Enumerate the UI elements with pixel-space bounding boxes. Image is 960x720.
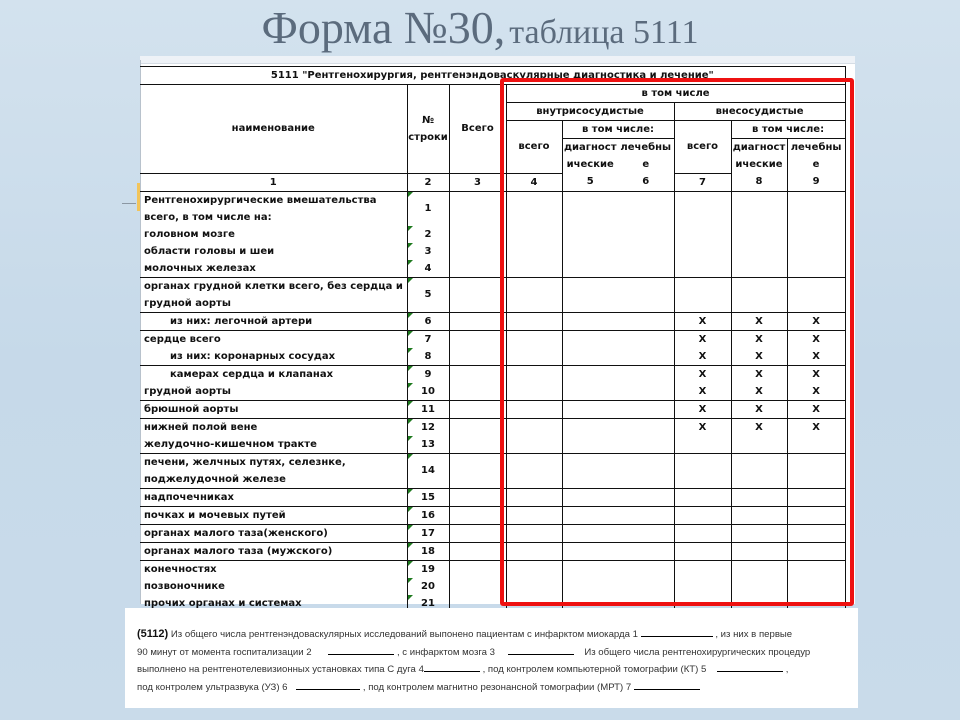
not-applicable-mark <box>675 278 731 312</box>
not-applicable-mark: X <box>812 350 820 362</box>
cell-total[interactable] <box>449 277 506 312</box>
row-number: 9 <box>424 368 432 380</box>
cell-extra-diagnostic[interactable] <box>731 191 787 277</box>
row-number: 11 <box>421 403 435 415</box>
cell-extra-treatment[interactable] <box>787 330 845 365</box>
cell-extra-diagnostic[interactable] <box>731 312 787 330</box>
slide-title-sub: таблица 5111 <box>509 14 699 51</box>
row-number: 14 <box>421 464 435 476</box>
cell-intra-diag-treat[interactable] <box>562 488 674 506</box>
header-intra-treatment: лечебны <box>618 139 674 157</box>
cell-intra-all[interactable] <box>506 312 562 330</box>
footnote-p5: Из общего числа рентгенохирургических процедур <box>584 646 811 658</box>
not-applicable-mark: X <box>812 368 820 380</box>
not-applicable-mark <box>732 278 787 312</box>
cell-total[interactable] <box>449 453 506 488</box>
not-applicable-mark <box>675 543 731 560</box>
cell-extra-treatment[interactable] <box>787 524 845 542</box>
cell-total[interactable] <box>449 488 506 506</box>
cell-extra-diagnostic[interactable] <box>731 277 787 312</box>
not-applicable-mark <box>732 192 787 226</box>
table-row-group <box>140 506 845 524</box>
row-number: 8 <box>424 350 432 362</box>
row-name: головном мозге <box>144 228 235 240</box>
header-intra-all: всего <box>506 121 562 174</box>
cell-extra-all[interactable] <box>674 400 731 418</box>
cell-total[interactable] <box>449 560 506 612</box>
not-applicable-mark <box>675 243 731 260</box>
not-applicable-mark <box>732 561 787 578</box>
comment-marker-icon <box>408 578 413 583</box>
colnum-2: 2 <box>407 173 449 191</box>
cell-extra-all[interactable] <box>674 277 731 312</box>
not-applicable-mark: X <box>698 368 707 380</box>
row-name-cell <box>140 488 407 506</box>
row-number-cell <box>407 542 449 560</box>
cell-extra-all[interactable] <box>674 524 731 542</box>
table-row-group <box>140 191 845 277</box>
row-name-cell <box>140 312 407 330</box>
cell-intra-diag-treat[interactable] <box>562 330 674 365</box>
not-applicable-mark <box>788 192 845 226</box>
table-caption: 5111 "Рентгенохирургия, рентгенэндоваскулярные диагностика и лечение" <box>140 67 845 85</box>
comment-marker-icon <box>408 507 413 512</box>
cell-intra-all[interactable] <box>506 560 562 612</box>
row-number-cell <box>407 418 449 453</box>
not-applicable-mark <box>675 489 731 506</box>
comment-marker-icon <box>408 226 413 231</box>
cell-intra-all[interactable] <box>506 453 562 488</box>
cell-intra-diag-treat[interactable] <box>562 524 674 542</box>
comment-marker-icon <box>408 243 413 248</box>
not-applicable-mark: X <box>755 385 763 397</box>
comment-marker-icon <box>408 561 413 566</box>
footnote-panel <box>125 608 858 708</box>
row-name-continued: поджелудочной железе <box>144 473 286 485</box>
blank-3[interactable] <box>508 644 574 655</box>
comment-marker-icon <box>408 525 413 530</box>
comment-marker-icon <box>408 543 413 548</box>
not-applicable-mark <box>732 454 787 488</box>
row-number-cell <box>407 453 449 488</box>
comment-marker-icon <box>408 278 413 283</box>
row-name: органах малого таза(женского) <box>144 527 328 539</box>
not-applicable-mark: X <box>812 315 820 327</box>
row-name: брюшной аорты <box>144 403 239 415</box>
header-intra-including: в том числе: <box>562 121 674 139</box>
cell-extra-diagnostic[interactable] <box>731 418 787 453</box>
row-name-cell <box>140 330 407 365</box>
header-intravascular: внутрисосудистые <box>506 103 674 121</box>
cell-extra-treatment[interactable] <box>787 542 845 560</box>
footnote-p9: под контролем ультразвука (УЗ) 6 <box>137 681 288 693</box>
not-applicable-mark <box>788 561 845 578</box>
decorative-rule <box>122 203 136 204</box>
not-applicable-mark: X <box>698 421 707 433</box>
cell-extra-all[interactable] <box>674 312 731 330</box>
cell-intra-diag-treat[interactable] <box>562 506 674 524</box>
row-name: области головы и шеи <box>144 245 275 257</box>
form-table <box>140 66 846 613</box>
footnote-p10: , под контролем магнитно резонансной томографии (МРТ) 7 <box>362 681 632 693</box>
table-row-group <box>140 418 845 453</box>
header-name: наименование <box>140 85 407 174</box>
not-applicable-mark: X <box>755 350 763 362</box>
row-name: органах малого таза (мужского) <box>144 545 333 557</box>
not-applicable-mark: X <box>812 385 820 397</box>
row-number-cell <box>407 400 449 418</box>
row-name: Рентгенохирургические вмешательства <box>144 194 377 206</box>
header-extra-diagnostic-cont: ические <box>731 156 787 173</box>
cell-extra-treatment[interactable] <box>787 453 845 488</box>
comment-marker-icon <box>408 313 413 318</box>
cell-total[interactable] <box>449 542 506 560</box>
row-name: грудной аорты <box>144 385 231 397</box>
table-row-group <box>140 453 845 488</box>
row-number: 2 <box>424 228 432 240</box>
blank-1[interactable] <box>641 626 713 637</box>
not-applicable-mark <box>675 507 731 524</box>
not-applicable-mark <box>788 454 845 488</box>
table-row-group <box>140 330 845 365</box>
row-number-cell <box>407 365 449 400</box>
not-applicable-mark: X <box>812 403 820 415</box>
row-number: 7 <box>424 333 432 345</box>
cell-extra-treatment[interactable] <box>787 365 845 400</box>
cell-extra-all[interactable] <box>674 453 731 488</box>
comment-marker-icon <box>408 331 413 336</box>
not-applicable-mark: X <box>698 385 707 397</box>
header-row-number-line2: строки <box>408 131 448 143</box>
table-row-group <box>140 277 845 312</box>
row-name: позвоночнике <box>144 580 225 592</box>
row-number: 15 <box>421 491 435 503</box>
row-name: молочных железах <box>144 262 256 274</box>
column-header-strip <box>140 56 855 64</box>
not-applicable-mark <box>732 525 787 542</box>
row-number: 20 <box>421 580 435 592</box>
row-name: прочих органах и системах <box>144 597 302 609</box>
cell-extra-all[interactable] <box>674 365 731 400</box>
cell-total[interactable] <box>449 330 506 365</box>
row-name: почках и мочевых путей <box>144 509 286 521</box>
cell-extra-treatment[interactable] <box>787 488 845 506</box>
row-name-cell <box>140 277 407 312</box>
comment-marker-icon <box>408 436 413 441</box>
header-intra-treatment-cont: е <box>618 156 674 173</box>
not-applicable-mark: X <box>698 315 707 327</box>
not-applicable-mark <box>675 578 731 595</box>
row-name: камерах сердца и клапанах <box>170 368 334 380</box>
comment-marker-icon <box>408 348 413 353</box>
row-number: 13 <box>421 438 435 450</box>
cell-extra-diagnostic[interactable] <box>731 524 787 542</box>
cell-extra-treatment[interactable] <box>787 191 845 277</box>
table-row-group <box>140 488 845 506</box>
cell-extra-all[interactable] <box>674 418 731 453</box>
cell-extra-treatment[interactable] <box>787 560 845 612</box>
cell-extra-all[interactable] <box>674 560 731 612</box>
comment-marker-icon <box>408 489 413 494</box>
row-number: 21 <box>421 597 435 609</box>
cell-intra-diag-treat[interactable] <box>562 365 674 400</box>
colnum-4: 4 <box>506 173 562 191</box>
not-applicable-mark <box>732 260 787 277</box>
cell-extra-all[interactable] <box>674 506 731 524</box>
cell-extra-all[interactable] <box>674 542 731 560</box>
not-applicable-mark <box>788 260 845 277</box>
not-applicable-mark <box>675 561 731 578</box>
row-number: 10 <box>421 385 435 397</box>
not-applicable-mark <box>732 489 787 506</box>
not-applicable-mark <box>788 507 845 524</box>
comment-marker-icon <box>408 401 413 406</box>
row-number-cell <box>407 277 449 312</box>
cell-extra-diagnostic[interactable] <box>731 365 787 400</box>
cell-extra-treatment[interactable] <box>787 312 845 330</box>
footnote-p1: Из общего числа рентгенэндоваскулярных исследований выпонено пациентам с инфарктом миокарда 1 <box>170 629 638 640</box>
cell-extra-treatment[interactable] <box>787 277 845 312</box>
row-name: нижней полой вене <box>144 421 258 433</box>
blank-6[interactable] <box>296 679 360 690</box>
cell-total[interactable] <box>449 400 506 418</box>
header-extra-treatment-cont: е <box>787 156 845 173</box>
row-name: надпочечниках <box>144 491 234 503</box>
row-name-cell <box>140 542 407 560</box>
header-row-number-line1: № <box>421 114 435 126</box>
cell-extra-diagnostic[interactable] <box>731 400 787 418</box>
colnum-5: 5 <box>562 173 618 191</box>
cell-extra-treatment[interactable] <box>787 506 845 524</box>
row-name: из них: коронарных сосудах <box>170 350 336 362</box>
comment-marker-icon <box>408 366 413 371</box>
not-applicable-mark: X <box>755 315 763 327</box>
row-number-cell <box>407 560 449 612</box>
not-applicable-mark <box>732 543 787 560</box>
colnum-3: 3 <box>449 173 506 191</box>
row-name: печени, желчных путях, селезнке, <box>144 456 346 468</box>
cell-intra-diag-treat[interactable] <box>562 191 674 277</box>
table-row-group <box>140 524 845 542</box>
row-number: 16 <box>421 509 435 521</box>
colnum-7: 7 <box>674 173 731 191</box>
row-name-cell <box>140 418 407 453</box>
header-extra-diagnostic: диагност <box>731 139 787 157</box>
not-applicable-mark <box>788 543 845 560</box>
cell-intra-all[interactable] <box>506 542 562 560</box>
row-name-cell <box>140 191 407 277</box>
footnote-p8: , <box>785 664 789 675</box>
cell-intra-diag-treat[interactable] <box>562 400 674 418</box>
table-row-group <box>140 542 845 560</box>
blank-7[interactable] <box>634 679 700 690</box>
table-row-group <box>140 312 845 330</box>
not-applicable-mark <box>675 260 731 277</box>
row-number: 3 <box>424 245 432 257</box>
cell-total[interactable] <box>449 418 506 453</box>
comment-marker-icon <box>408 454 413 459</box>
cell-intra-all[interactable] <box>506 330 562 365</box>
cell-extra-all[interactable] <box>674 191 731 277</box>
cell-extra-treatment[interactable] <box>787 400 845 418</box>
not-applicable-mark <box>788 436 845 453</box>
not-applicable-mark <box>732 578 787 595</box>
cell-total[interactable] <box>449 191 506 277</box>
not-applicable-mark <box>675 454 731 488</box>
row-name-cell <box>140 524 407 542</box>
row-name-cell <box>140 453 407 488</box>
not-applicable-mark: X <box>812 421 820 433</box>
comment-marker-icon <box>408 383 413 388</box>
comment-marker-icon <box>408 260 413 265</box>
row-number: 12 <box>421 421 435 433</box>
table-row-group <box>140 400 845 418</box>
row-name-continued: грудной аорты <box>144 297 231 309</box>
row-number: 17 <box>421 527 435 539</box>
not-applicable-mark <box>675 525 731 542</box>
row-name: желудочно-кишечном тракте <box>144 438 317 450</box>
cell-total[interactable] <box>449 312 506 330</box>
header-extra-all: всего <box>674 121 731 174</box>
blank-4[interactable] <box>424 661 480 672</box>
row-number: 4 <box>424 262 432 274</box>
row-number-cell <box>407 506 449 524</box>
footnote-p7: , под контролем компьютерной томографии (КТ) 5 <box>482 664 707 675</box>
row-number: 6 <box>424 315 432 327</box>
header-including: в том числе <box>506 85 845 103</box>
cell-intra-diag-treat[interactable] <box>562 453 674 488</box>
cell-total[interactable] <box>449 365 506 400</box>
cell-intra-all[interactable] <box>506 488 562 506</box>
colnum-8: 8 <box>731 173 787 191</box>
not-applicable-mark <box>788 226 845 243</box>
not-applicable-mark: X <box>755 421 763 433</box>
cell-intra-all[interactable] <box>506 191 562 277</box>
not-applicable-mark: X <box>698 350 707 362</box>
cell-intra-diag-treat[interactable] <box>562 277 674 312</box>
header-intra-diagnostic-cont: ические <box>562 156 618 173</box>
cell-intra-all[interactable] <box>506 524 562 542</box>
row-number-cell <box>407 330 449 365</box>
not-applicable-mark: X <box>698 403 707 415</box>
row-number-cell <box>407 191 449 277</box>
not-applicable-mark <box>732 436 787 453</box>
not-applicable-mark: X <box>755 333 763 345</box>
cell-intra-all[interactable] <box>506 277 562 312</box>
not-applicable-mark <box>732 226 787 243</box>
footnote-p2: , из них в первые <box>715 629 793 640</box>
row-name: конечностях <box>144 563 217 575</box>
colnum-6: 6 <box>618 173 674 191</box>
not-applicable-mark: X <box>698 333 707 345</box>
cell-total[interactable] <box>449 524 506 542</box>
row-number: 5 <box>424 288 432 300</box>
cell-intra-all[interactable] <box>506 365 562 400</box>
row-name: из них: легочной артери <box>170 315 313 327</box>
not-applicable-mark <box>732 243 787 260</box>
header-total: Всего <box>449 85 506 174</box>
row-name-cell <box>140 506 407 524</box>
cell-extra-diagnostic[interactable] <box>731 560 787 612</box>
row-number: 1 <box>424 202 432 214</box>
not-applicable-mark <box>732 507 787 524</box>
cell-intra-all[interactable] <box>506 400 562 418</box>
comment-marker-icon <box>408 419 413 424</box>
not-applicable-mark: X <box>755 403 763 415</box>
cell-extra-diagnostic[interactable] <box>731 453 787 488</box>
header-extra-treatment: лечебны <box>787 139 845 157</box>
row-number-cell <box>407 524 449 542</box>
row-name-cell <box>140 400 407 418</box>
header-row-number <box>407 85 449 174</box>
not-applicable-mark <box>788 278 845 312</box>
footnote-p4: , с инфарктом мозга 3 <box>396 646 495 658</box>
cell-extra-diagnostic[interactable] <box>731 542 787 560</box>
not-applicable-mark <box>675 436 731 453</box>
row-name-cell <box>140 365 407 400</box>
cell-extra-treatment[interactable] <box>787 418 845 453</box>
row-number: 18 <box>421 545 435 557</box>
row-name-cell <box>140 560 407 612</box>
footnote-p6: выполнено на рентгенотелевизионных установках типа С дуга 4 <box>137 664 424 675</box>
row-number-cell <box>407 488 449 506</box>
footnote-code: (5112) <box>137 628 169 640</box>
not-applicable-mark: X <box>812 333 820 345</box>
row-name: органах грудной клетки всего, без сердца и <box>144 280 403 292</box>
cell-intra-diag-treat[interactable] <box>562 312 674 330</box>
blank-2[interactable] <box>328 644 394 655</box>
colnum-1: 1 <box>140 173 407 191</box>
header-extravascular: внесосудистые <box>674 103 845 121</box>
cell-intra-diag-treat[interactable] <box>562 542 674 560</box>
blank-5[interactable] <box>717 661 783 672</box>
footnote-text <box>137 626 857 696</box>
slide-title <box>0 0 960 56</box>
cell-extra-all[interactable] <box>674 488 731 506</box>
cell-extra-all[interactable] <box>674 330 731 365</box>
header-intra-diagnostic: диагност <box>562 139 618 157</box>
row-name: сердце всего <box>144 333 221 345</box>
cell-intra-diag-treat[interactable] <box>562 418 674 453</box>
row-name-continued: всего, в том числе на: <box>144 211 272 223</box>
comment-marker-icon <box>408 595 413 600</box>
row-number-cell <box>407 312 449 330</box>
footnote-p3: 90 минут от момента госпитализации 2 <box>137 646 312 658</box>
header-extra-including: в том числе: <box>731 121 845 139</box>
comment-marker-icon <box>408 192 413 197</box>
table-row-group <box>140 365 845 400</box>
not-applicable-mark <box>675 192 731 226</box>
not-applicable-mark <box>788 489 845 506</box>
cell-intra-diag-treat[interactable] <box>562 560 674 612</box>
cell-intra-all[interactable] <box>506 506 562 524</box>
not-applicable-mark <box>788 525 845 542</box>
colnum-9: 9 <box>787 173 845 191</box>
not-applicable-mark: X <box>755 368 763 380</box>
cell-total[interactable] <box>449 506 506 524</box>
not-applicable-mark <box>788 578 845 595</box>
cell-extra-diagnostic[interactable] <box>731 330 787 365</box>
not-applicable-mark <box>675 226 731 243</box>
cell-intra-all[interactable] <box>506 418 562 453</box>
cell-extra-diagnostic[interactable] <box>731 488 787 506</box>
cell-extra-diagnostic[interactable] <box>731 506 787 524</box>
row-number: 19 <box>421 563 435 575</box>
not-applicable-mark <box>788 243 845 260</box>
table-row-group <box>140 560 845 612</box>
slide-title-main: Форма №30, <box>261 2 506 53</box>
